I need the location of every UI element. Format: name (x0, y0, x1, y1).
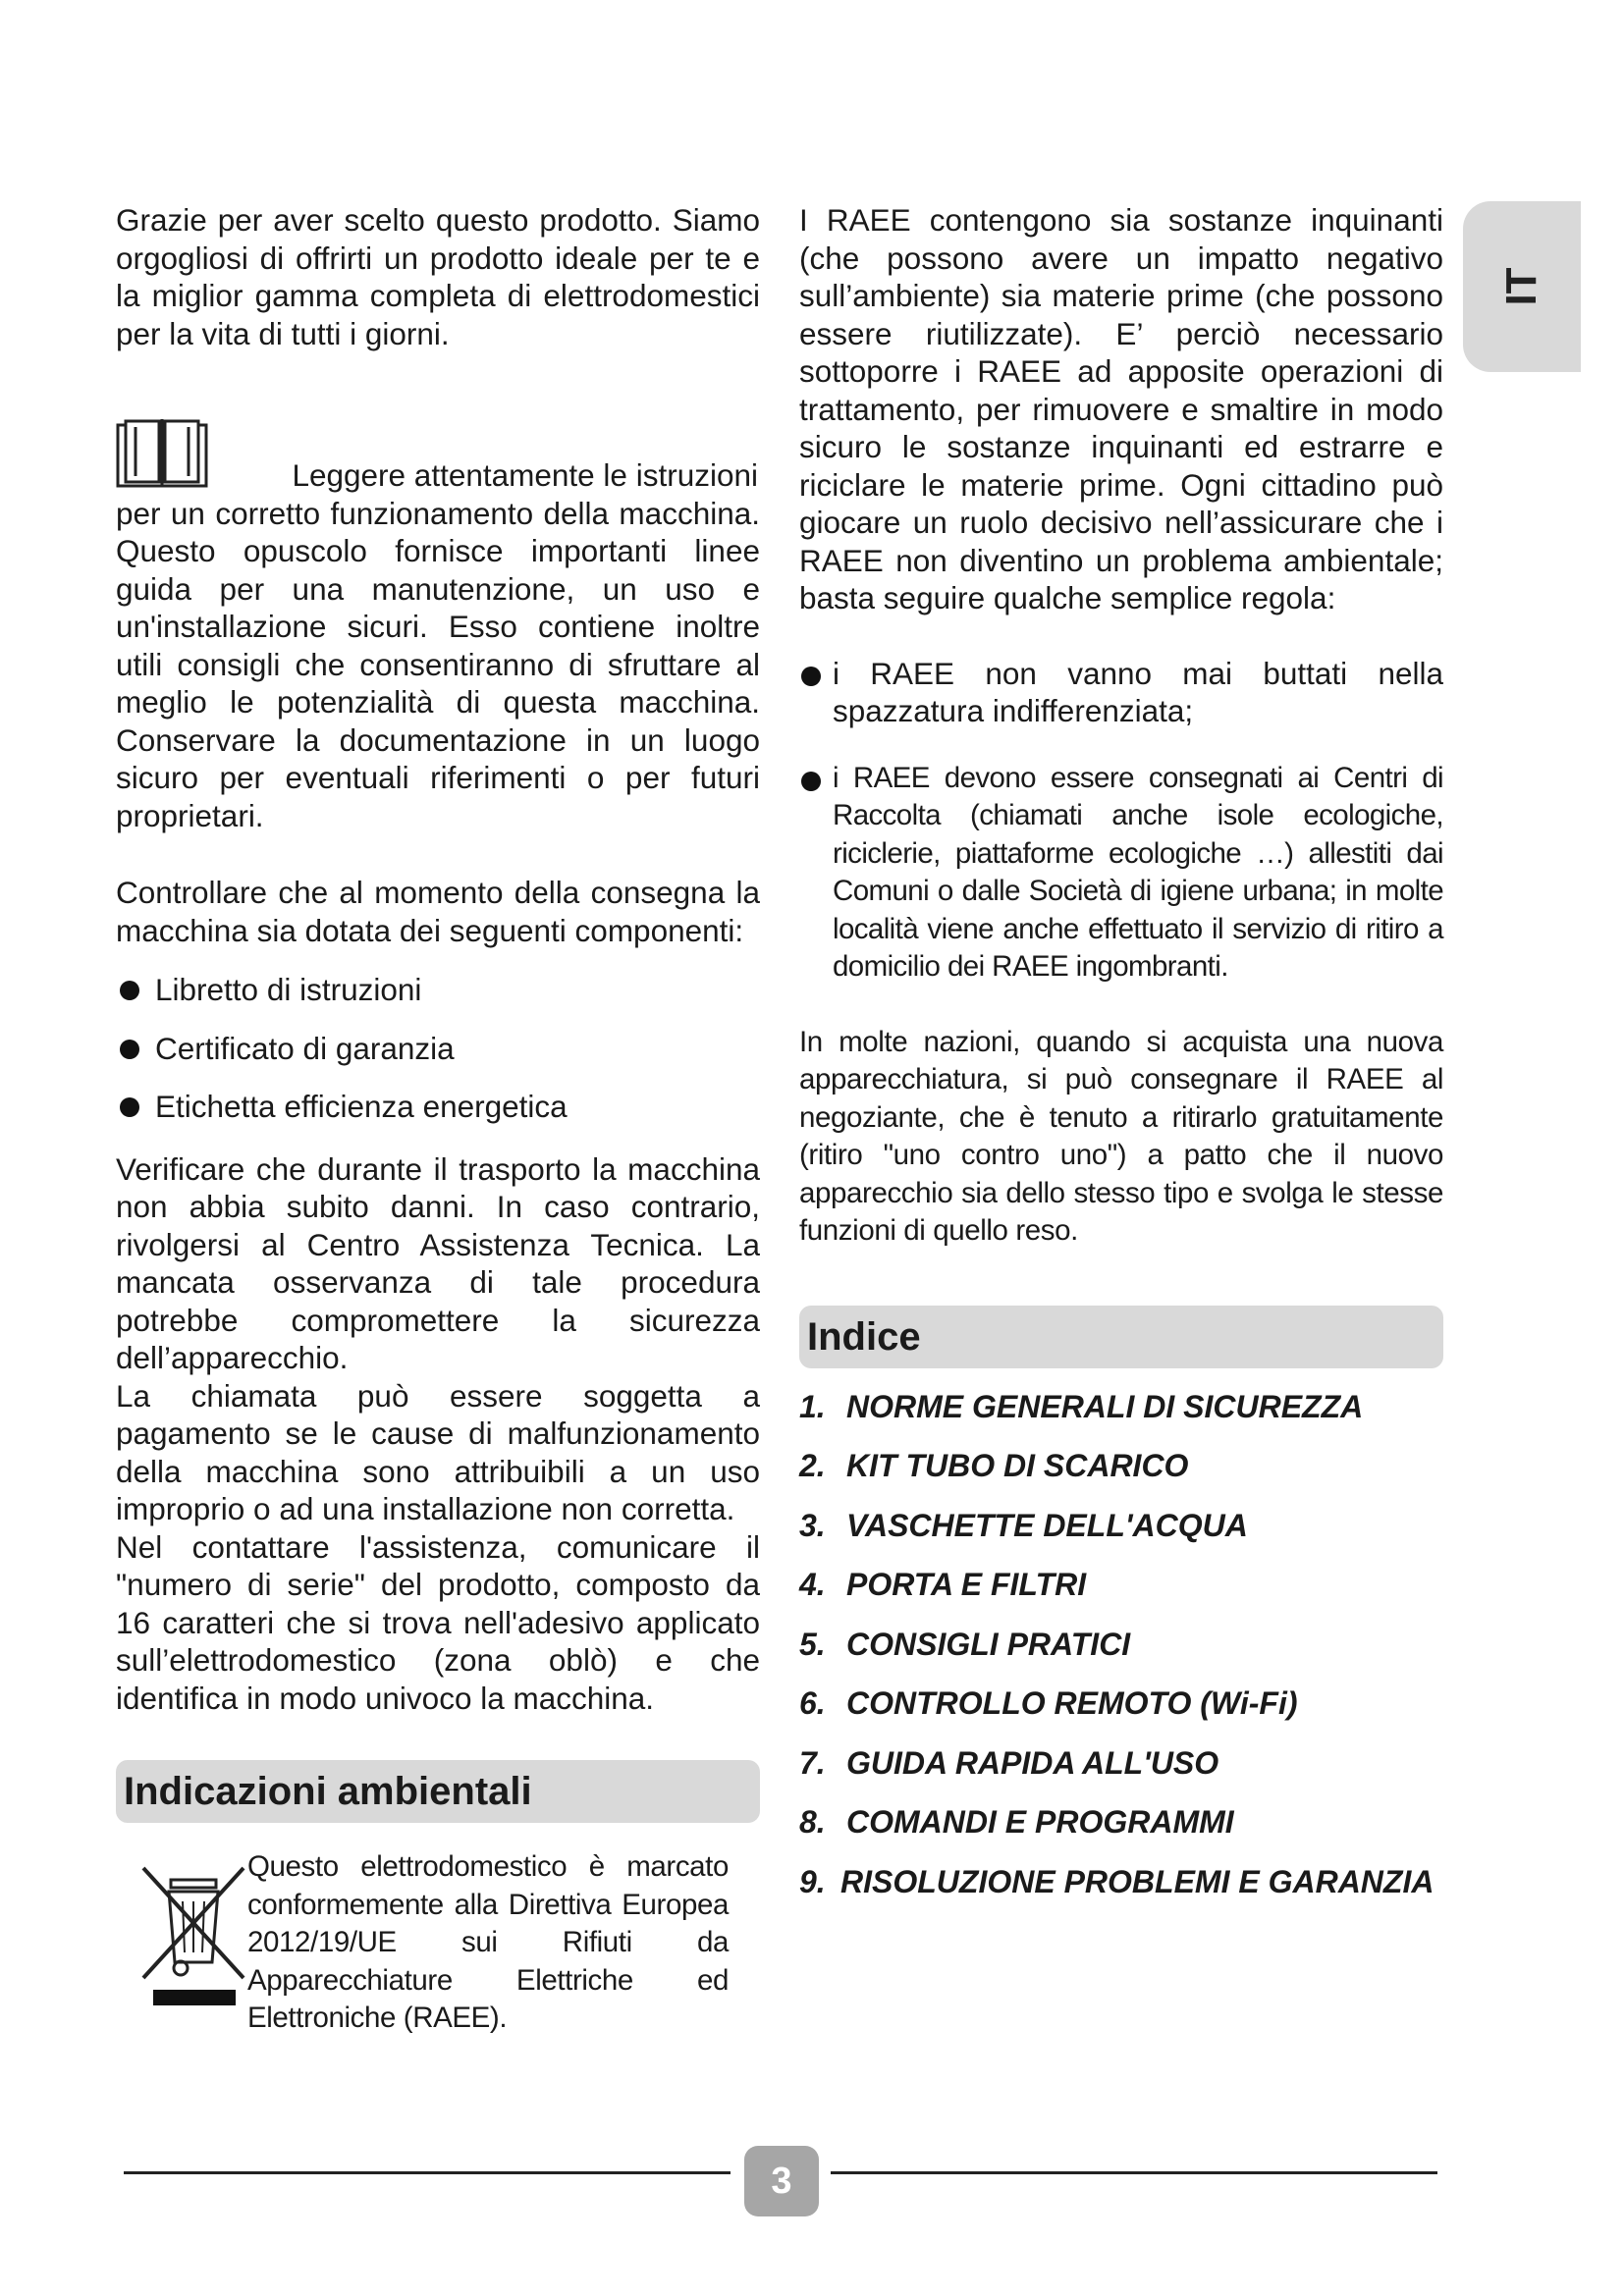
index-item[interactable]: 8. COMANDI E PROGRAMMI (799, 1804, 1234, 1840)
index-item[interactable]: 3. VASCHETTE DELL'ACQUA (799, 1507, 1248, 1543)
index-item[interactable]: 2. KIT TUBO DI SCARICO (799, 1448, 1189, 1483)
call-paragraph: La chiamata può essere soggetta a pagamento se le cause di malfunzionamento della macchina sono attribuibili a un uso improprio o ad una installazione non corretta. (116, 1377, 760, 1526)
index-item[interactable]: 5. CONSIGLI PRATICI (799, 1626, 1131, 1662)
list-item: i RAEE non vanno mai buttati nella spazzatura indifferenziata; (799, 655, 1443, 730)
weee-block (116, 1848, 760, 2038)
check-intro: Controllare che al momento della consegna la macchina sia dotata dei seguenti componenti: (116, 875, 760, 948)
footer-line-left (124, 2171, 731, 2174)
raee-intro: I RAEE contengono sia sostanze inquinanti (che possono avere un impatto negativo sull’ambiente) sia materie prime (che possono essere riutilizzate). E’ perciò necessario sottoporre i RAEE ad apposite operazioni di trattamento, per rimuovere e smaltire in modo sicuro le sostanze inquinanti ed estrarre e riciclare le materie prime. Ogni cittadino può giocare un ruolo decisivo nell’assicurare che i RAEE non diventino un problema ambientale; basta seguire qualche semplice regola: (799, 202, 1443, 615)
raee-rules-list (799, 655, 1443, 987)
book-icon (116, 417, 208, 490)
contact-paragraph: Nel contattare l'assistenza, comunicare il "numero di serie" del prodotto, composto da 16 caratteri che si trova nell'adesivo applicato sull’elettrodomestico (zona oblò) e che identifica in modo univoco la macchina. (116, 1528, 760, 1716)
bullet-icon (120, 981, 139, 1000)
bullet-icon (120, 1097, 139, 1117)
list-item: i RAEE devono essere consegnati ai Centri di Raccolta (chiamati anche isole ecologiche, riciclerie, piattaforme ecologiche …) allestiti dai Comuni o dalle Società di igiene urbana; in molte località viene anche effettuato il servizio di ritiro a domicilio dei RAEE ingombranti. (799, 760, 1443, 987)
footer-line-right (831, 2171, 1437, 2174)
index-list (799, 1388, 1443, 1900)
weee-text: Questo elettrodomestico è marcato conformemente alla Direttiva Europea 2012/19/UE sui Rifiuti da Apparecchiature Elettriche ed Elettroniche (RAEE). (247, 1850, 729, 2034)
bullet-icon (801, 772, 821, 791)
right-column (799, 201, 1443, 1922)
read-title: Leggere attentamente le istruzioni (292, 457, 758, 493)
language-label: IT (1497, 267, 1545, 306)
crossed-bin-icon (139, 1866, 247, 2013)
index-item[interactable]: 9. RISOLUZIONE PROBLEMI E GARANZIA (799, 1863, 1435, 1899)
page-number: 3 (744, 2146, 819, 2216)
language-tab (1463, 201, 1581, 372)
read-instructions-block (116, 409, 760, 834)
index-item[interactable]: 6. CONTROLLO REMOTO (Wi-Fi) (799, 1685, 1298, 1721)
intro-paragraph: Grazie per aver scelto questo prodotto. Siamo orgogliosi di offrirti un prodotto ideale per te e la miglior gamma completa di elettrodomestici per la vita di tutti i giorni. (116, 202, 760, 351)
left-column (116, 201, 760, 2038)
index-item[interactable]: 4. PORTA E FILTRI (799, 1567, 1087, 1602)
read-body: per un corretto funzionamento della macchina. Questo opuscolo fornisce importanti linee guida per una manutenzione, un uso e un'installazione sicuri. Esso contiene inoltre utili consigli che consentiranno di sfruttare al meglio le potenzialità di questa macchina. Conservare la documentazione in un luogo sicuro per eventuali riferimenti o per futuri proprietari. (116, 495, 760, 833)
list-item: Libretto di istruzioni (116, 971, 760, 1009)
list-item: Etichetta efficienza energetica (116, 1088, 760, 1126)
index-heading: Indice (799, 1306, 1443, 1368)
components-list (116, 971, 760, 1126)
exchange-paragraph: In molte nazioni, quando si acquista una nuova apparecchiatura, si può consegnare il RAEE al negoziante, che è tenuto a ritirarlo gratuitamente (ritiro "uno contro uno") a patto che il nuovo apparecchio sia dello stesso tipo e svolga le stesse funzioni di quello reso. (799, 1025, 1443, 1247)
env-heading: Indicazioni ambientali (116, 1760, 760, 1823)
verify-paragraph: Verificare che durante il trasporto la macchina non abbia subito danni. In caso contrario, rivolgersi al Centro Assistenza Tecnica. La mancata osservanza di tale procedura potrebbe compromettere la sicurezza dell’apparecchio. (116, 1150, 760, 1375)
index-item[interactable]: 7. GUIDA RAPIDA ALL'USO (799, 1744, 1219, 1781)
index-item[interactable]: 1. NORME GENERALI DI SICUREZZA (799, 1388, 1364, 1424)
list-item: Certificato di garanzia (116, 1030, 760, 1068)
bullet-icon (801, 667, 821, 686)
bullet-icon (120, 1040, 139, 1059)
